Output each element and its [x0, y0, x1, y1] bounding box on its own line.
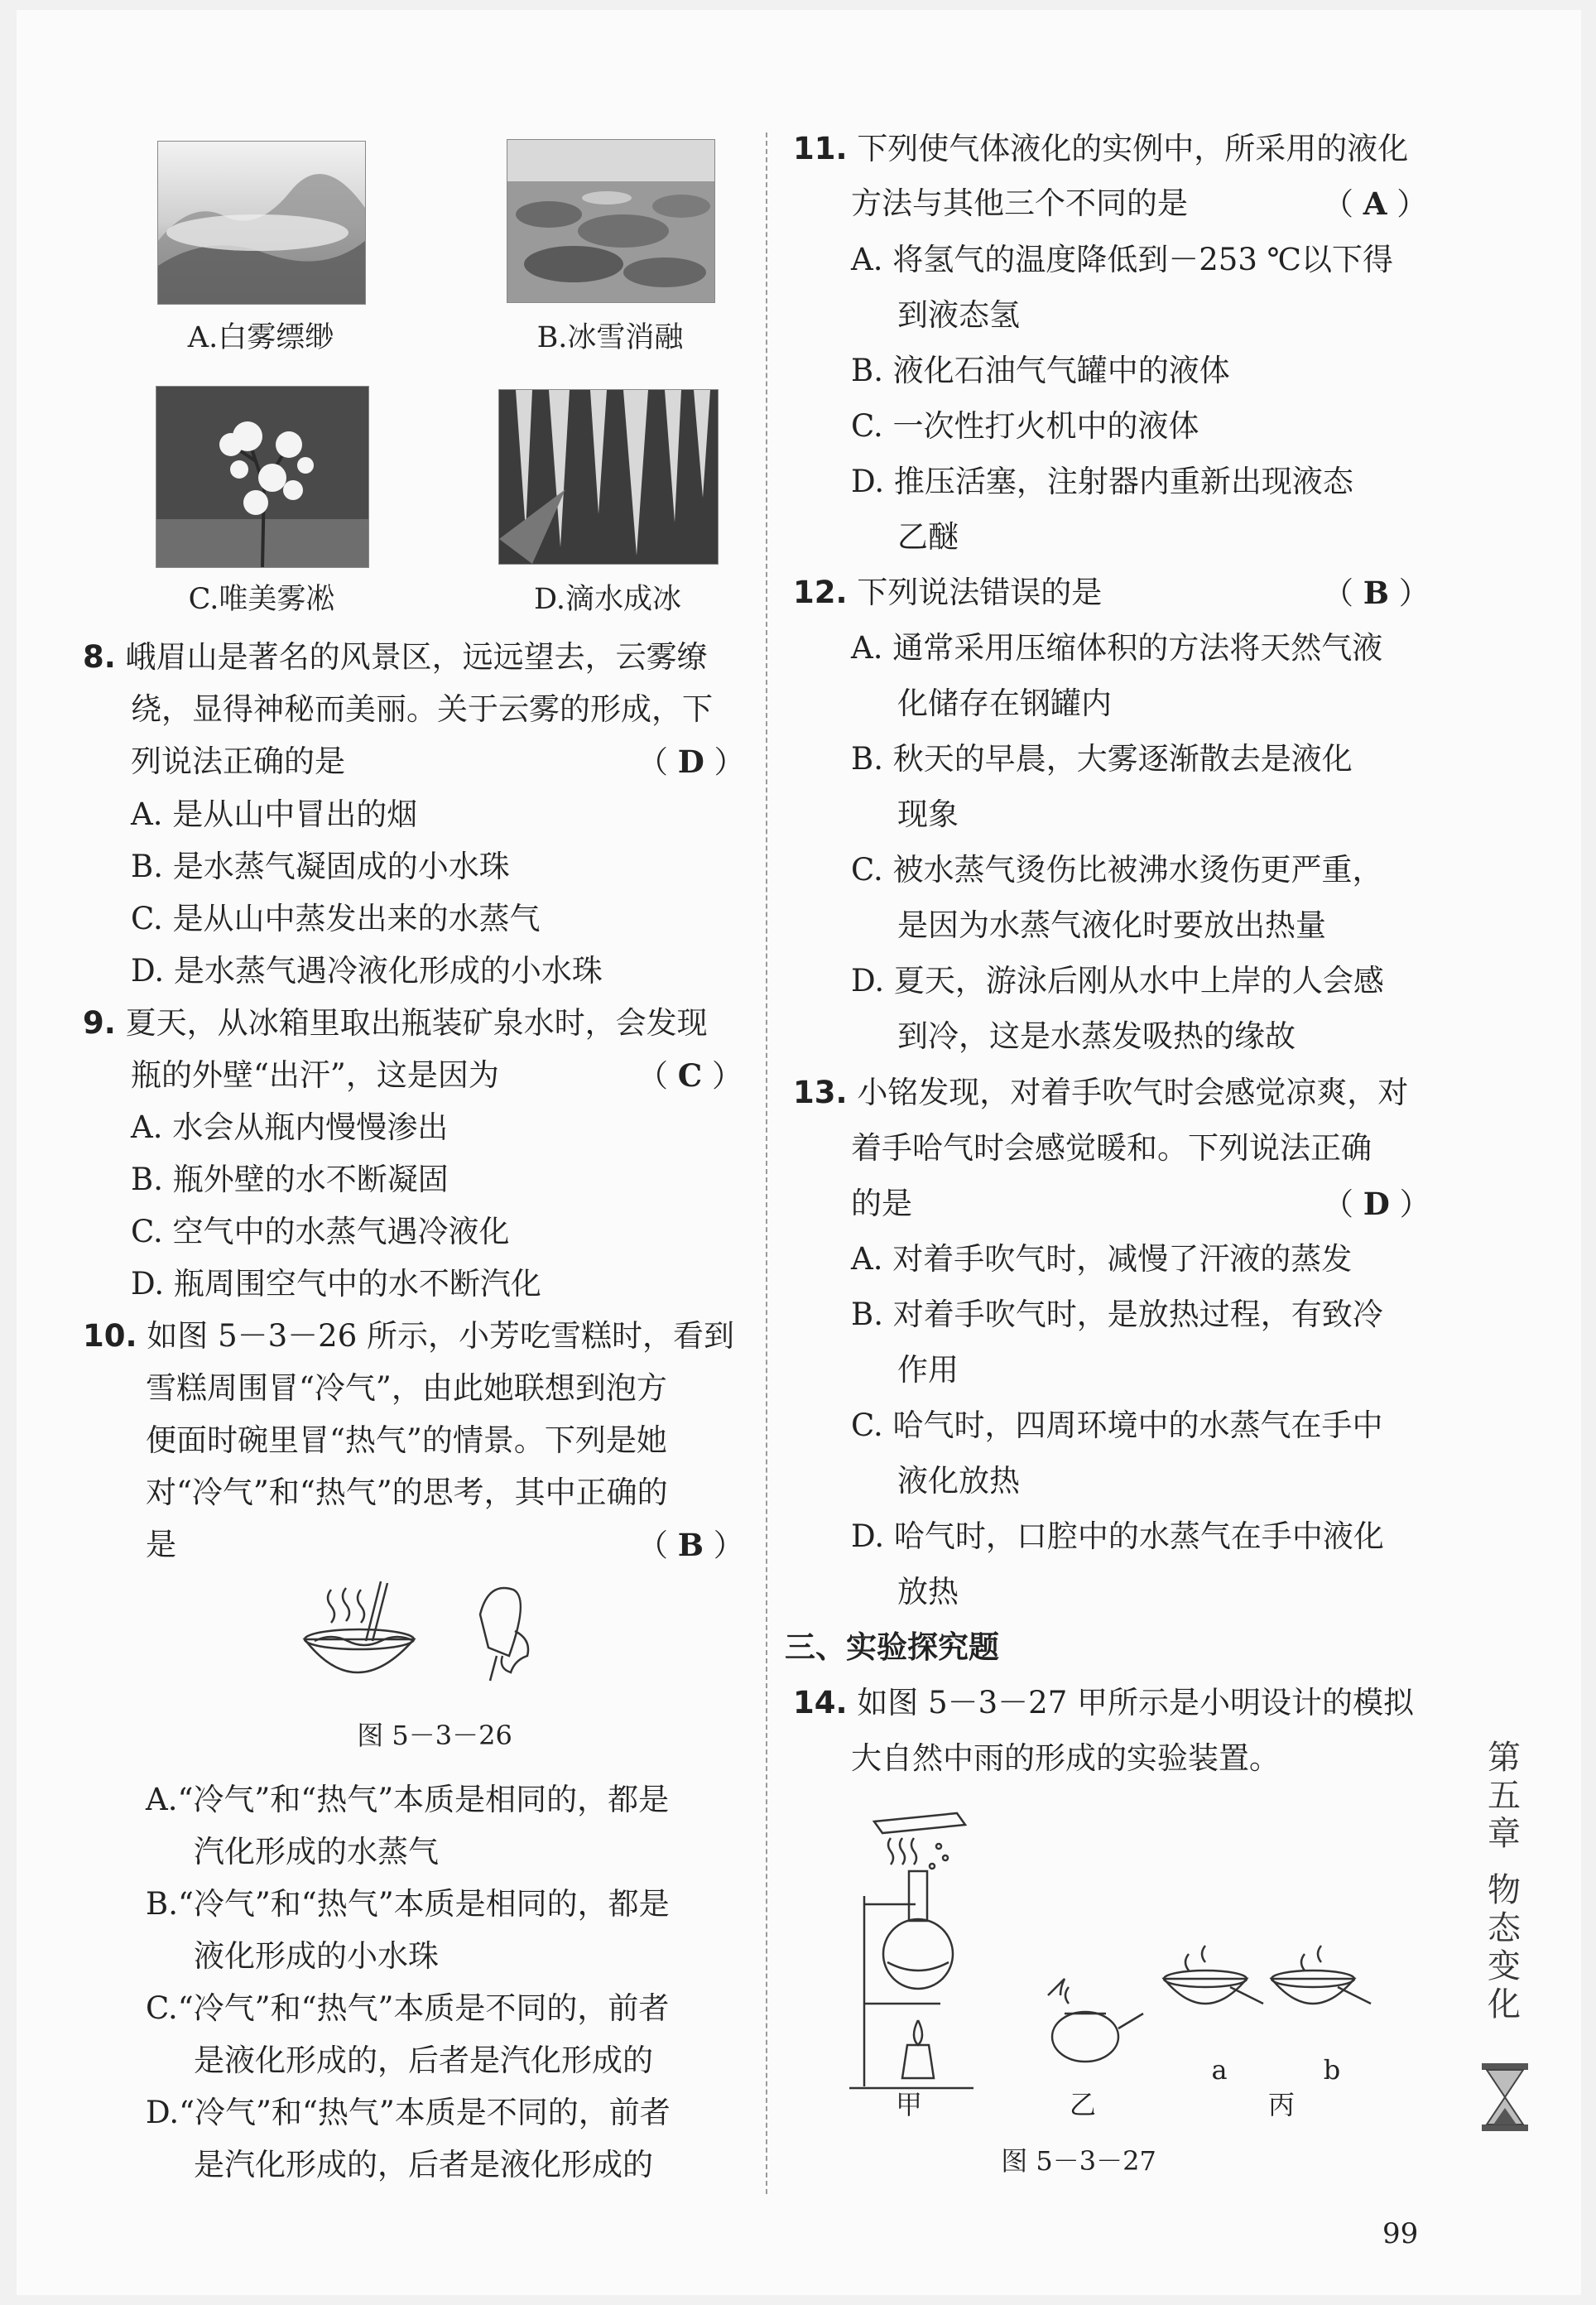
question-13-answer: （ D ） [1323, 1186, 1430, 1222]
question-12-option-d-1: D. 夏天，游泳后刚从水中上岸的人会感 [851, 963, 1384, 999]
photo-caption-d: D.滴水成冰 [534, 583, 681, 616]
question-11-option-d-2: 乙醚 [897, 519, 959, 555]
photo-caption-a: A.白雾缥缈 [187, 321, 334, 354]
question-12-option-a-1: A. 通常采用压缩体积的方法将天然气液 [851, 630, 1383, 666]
question-10-line-2: 雪糕周围冒“冷气”，由此她联想到泡方 [146, 1370, 667, 1406]
question-11-option-d-1: D. 推压活塞，注射器内重新出现液态 [851, 464, 1353, 499]
question-13-option-b-2: 作用 [897, 1352, 959, 1388]
question-8-option-b: B. 是水蒸气凝固成的小水珠 [131, 849, 510, 884]
photo-icicles [498, 389, 719, 565]
question-9-option-d: D. 瓶周围空气中的水不断汽化 [131, 1266, 541, 1302]
question-10-option-c-2: 是液化形成的，后者是汽化形成的 [194, 2043, 653, 2078]
question-13-option-b-1: B. 对着手吹气时，是放热过程，有致冷 [851, 1297, 1383, 1332]
chapter-side-tab: 第 五 章 物 态 变 化 [1488, 1739, 1521, 2023]
question-8-option-d: D. 是水蒸气遇冷液化形成的小水珠 [131, 953, 603, 989]
question-10-option-d-1: D.“冷气”和“热气”本质是不同的，前者 [146, 2095, 671, 2130]
page-number: 99 [1382, 2217, 1419, 2250]
question-8-option-a: A. 是从山中冒出的烟 [131, 796, 418, 832]
question-10-line-1: 10. 如图 5－3－26 所示，小芳吃雪糕时，看到 [83, 1318, 734, 1354]
question-8-option-c: C. 是从山中蒸发出来的水蒸气 [131, 901, 541, 936]
photo-caption-b: B.冰雪消融 [536, 321, 684, 354]
question-10-line-4: 对“冷气”和“热气”的思考，其中正确的 [146, 1475, 668, 1510]
photo-melting-ice [507, 139, 715, 303]
question-11-answer: （ A ） [1323, 185, 1428, 222]
figure-5-3-27-caption: 图 5－3－27 [1001, 2145, 1156, 2177]
question-8-line-3: 列说法正确的是 [131, 743, 345, 779]
question-11-number: 11. [793, 131, 848, 166]
question-13-line-1: 13. 小铭发现，对着手吹气时会感觉凉爽，对 [793, 1075, 1409, 1110]
section-3-title: 三、实验探究题 [785, 1629, 999, 1665]
photo-caption-c: C.唯美雾凇 [188, 583, 335, 616]
question-13-option-c-1: C. 哈气时，四周环境中的水蒸气在手中 [851, 1408, 1383, 1443]
question-12-option-a-2: 化储存在钢罐内 [897, 686, 1112, 721]
photo-white-fog [157, 141, 366, 305]
figure-14-label-yi: 乙 [1069, 2089, 1096, 2120]
question-12-option-d-2: 到冷，这是水蒸发吸热的缘故 [897, 1018, 1296, 1054]
question-9-option-c: C. 空气中的水蒸气遇冷液化 [131, 1214, 510, 1249]
question-13-option-c-2: 液化放热 [897, 1463, 1020, 1499]
figure-14-label-jia: 甲 [895, 2089, 922, 2120]
question-9-option-b: B. 瓶外壁的水不断凝固 [131, 1162, 449, 1197]
question-11-option-a-1: A. 将氢气的温度降低到－253 ℃以下得 [851, 242, 1394, 277]
question-9-option-a: A. 水会从瓶内慢慢渗出 [131, 1109, 449, 1145]
question-9-line-1: 9. 夏天，从冰箱里取出瓶装矿泉水时，会发现 [83, 1005, 708, 1041]
question-10-number: 10. [83, 1318, 137, 1354]
question-10-option-b-1: B.“冷气”和“热气”本质是相同的，都是 [146, 1886, 670, 1922]
question-11-option-b: B. 液化石油气气罐中的液体 [851, 353, 1230, 388]
question-11-option-c: C. 一次性打火机中的液体 [851, 408, 1199, 444]
photo-rime [156, 386, 369, 568]
question-10-option-a-1: A.“冷气”和“热气”本质是相同的，都是 [146, 1782, 670, 1817]
question-9-answer: （ C ） [637, 1057, 743, 1094]
question-8-line-1: 8. 峨眉山是著名的风景区，远远望去，云雾缭 [83, 639, 708, 675]
question-8-answer: （ D ） [637, 743, 745, 780]
figure-14-label-a: a [1211, 2054, 1228, 2086]
figure-14-label-b: b [1323, 2054, 1341, 2086]
question-10-line-3: 便面时碗里冒“热气”的情景。下列是她 [146, 1422, 667, 1458]
question-11-line-1: 11. 下列使气体液化的实例中，所采用的液化 [793, 131, 1409, 166]
hourglass-icon [1480, 2062, 1530, 2133]
question-12-option-b-2: 现象 [897, 796, 959, 832]
question-14-line-2: 大自然中雨的形成的实验装置。 [851, 1740, 1280, 1776]
question-14-line-1: 14. 如图 5－3－27 甲所示是小明设计的模拟 [793, 1685, 1414, 1720]
question-13-option-a: A. 对着手吹气时，减慢了汗液的蒸发 [851, 1241, 1353, 1277]
question-12-option-c-2: 是因为水蒸气液化时要放出热量 [897, 907, 1326, 943]
question-10-option-b-2: 液化形成的小水珠 [194, 1938, 439, 1974]
question-10-answer: （ B ） [637, 1527, 744, 1563]
figure-14-label-bing: 丙 [1267, 2089, 1295, 2120]
question-13-option-d-2: 放热 [897, 1574, 959, 1610]
question-12-option-b-1: B. 秋天的早晨，大雾逐渐散去是液化 [851, 741, 1353, 777]
question-13-line-3: 的是 [851, 1186, 912, 1221]
figure-5-3-26-caption: 图 5－3－26 [357, 1720, 512, 1751]
question-12-number: 12. [793, 575, 848, 610]
question-11-line-2: 方法与其他三个不同的是 [851, 185, 1188, 221]
question-13-number: 13. [793, 1075, 848, 1110]
question-9-number: 9. [83, 1005, 116, 1041]
question-14-number: 14. [793, 1685, 848, 1720]
question-12-answer: （ B ） [1323, 575, 1430, 611]
question-10-option-d-2: 是汽化形成的，后者是液化形成的 [194, 2147, 653, 2182]
question-8-number: 8. [83, 639, 116, 675]
question-12-line-1: 12. 下列说法错误的是 [793, 575, 1103, 610]
figure-5-3-26 [298, 1581, 571, 1697]
question-11-option-a-2: 到液态氢 [897, 297, 1020, 333]
question-10-option-a-2: 汽化形成的水蒸气 [194, 1834, 439, 1870]
question-10-line-5: 是 [146, 1527, 176, 1562]
question-10-option-c-1: C.“冷气”和“热气”本质是不同的，前者 [146, 1990, 670, 2026]
question-13-line-2: 着手哈气时会感觉暖和。下列说法正确 [851, 1130, 1372, 1166]
column-divider [766, 132, 767, 2194]
question-8-line-2: 绕，显得神秘而美丽。关于云雾的形成，下 [131, 691, 713, 727]
question-9-line-2: 瓶的外壁“出汗”，这是因为 [131, 1057, 499, 1093]
question-13-option-d-1: D. 哈气时，口腔中的水蒸气在手中液化 [851, 1518, 1384, 1554]
question-12-option-c-1: C. 被水蒸气烫伤比被沸水烫伤更严重， [851, 852, 1383, 888]
